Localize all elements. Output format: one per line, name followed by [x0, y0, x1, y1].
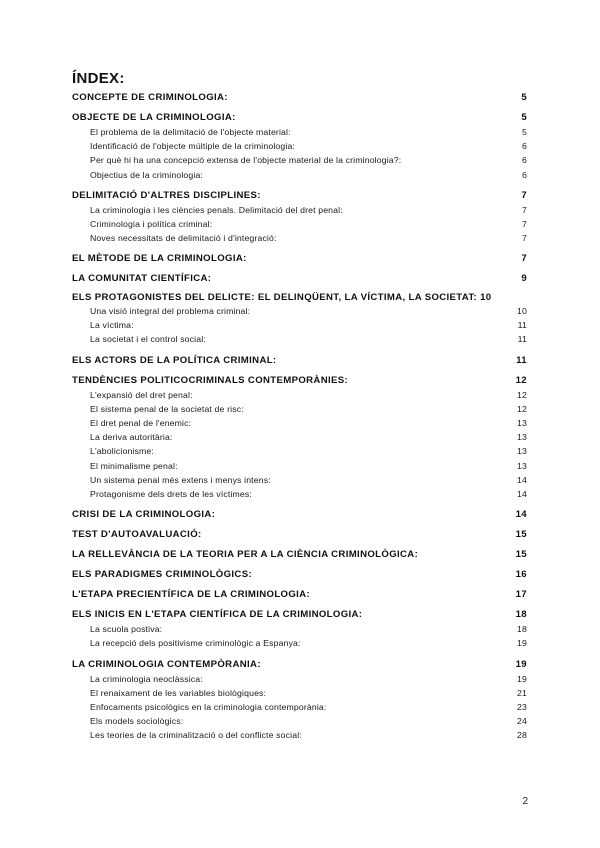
toc-entry[interactable] — [72, 125, 527, 139]
toc-heading[interactable] — [72, 569, 527, 581]
toc-entry-page: 19 — [517, 673, 527, 684]
toc-entry[interactable] — [72, 304, 527, 318]
toc-entry[interactable] — [72, 728, 527, 742]
toc-heading-title: TEST D'AUTOAVALUACIÓ: — [72, 529, 202, 541]
toc-heading-title: LA RELLEVÀNCIA DE LA TEORIA PER A LA CIÈNCIA CRIMINOLÒGICA: — [72, 549, 419, 561]
toc-entry[interactable] — [72, 416, 527, 430]
toc-entry[interactable] — [72, 714, 527, 728]
toc-entry-title: El renaixament de les variables biològiques: — [90, 687, 267, 698]
toc-section — [72, 549, 527, 561]
toc-heading[interactable] — [72, 509, 527, 521]
toc-entry[interactable] — [72, 487, 527, 501]
toc-entry[interactable] — [72, 168, 527, 182]
toc-section — [72, 92, 527, 104]
toc-heading[interactable] — [72, 609, 527, 621]
toc-heading-page: 7 — [521, 189, 527, 201]
toc-section — [72, 509, 527, 521]
toc-entry-title: Identificació de l'objecte múltiple de la criminologia: — [90, 141, 295, 152]
toc-entry-title: La criminologia i les ciències penals. Delimitació del dret penal: — [90, 204, 343, 215]
toc-entry-page: 18 — [517, 624, 527, 635]
toc-entry-title: El problema de la delimitació de l'objecte material: — [90, 127, 291, 137]
toc-entry[interactable] — [72, 622, 527, 636]
toc-entry-title: Una visió integral del problema criminal: — [90, 305, 251, 316]
toc-heading-title: ELS PROTAGONISTES DEL DELICTE: EL DELINQÜENT, LA VÍCTIMA, LA SOCIETAT: — [72, 292, 478, 304]
toc-entry[interactable] — [72, 444, 527, 458]
toc-heading-page: 16 — [515, 569, 527, 581]
table-of-contents — [72, 70, 527, 743]
toc-entry[interactable] — [72, 318, 527, 332]
toc-heading-title: LA COMUNITAT CIENTÍFICA: — [72, 273, 212, 285]
toc-entry-page: 6 — [522, 169, 527, 180]
toc-entry-page: 13 — [517, 417, 527, 428]
toc-heading[interactable] — [72, 375, 527, 387]
toc-section — [72, 253, 527, 265]
toc-entry-title: Noves necessitats de delimitació i d'integració: — [90, 233, 277, 244]
toc-entry-title: La deriva autoritària: — [90, 432, 173, 443]
toc-section — [72, 293, 527, 346]
toc-heading-title: DELIMITACIÓ D'ALTRES DISCIPLINES: — [72, 189, 261, 201]
toc-entry-title: Les teories de la criminalització o del conflicte social: — [90, 730, 302, 741]
toc-heading-page: 19 — [515, 658, 527, 670]
toc-entry-page: 13 — [517, 460, 527, 471]
toc-entry-title: El dret penal de l'enemic: — [90, 417, 192, 428]
toc-entry-page: 21 — [517, 687, 527, 698]
toc-entry[interactable] — [72, 402, 527, 416]
toc-section — [72, 190, 527, 246]
toc-entry-page: 11 — [517, 320, 527, 331]
toc-heading-page: 12 — [515, 374, 527, 386]
toc-entry[interactable] — [72, 388, 527, 402]
toc-entry[interactable] — [72, 203, 527, 217]
toc-heading-page: 17 — [515, 589, 527, 601]
toc-heading[interactable] — [72, 112, 527, 124]
toc-heading[interactable] — [72, 293, 527, 304]
toc-heading[interactable] — [72, 355, 527, 367]
toc-entry-title: Criminologia i política criminal: — [90, 219, 213, 230]
toc-heading-title: ELS INICIS EN L'ETAPA CIENTÍFICA DE LA CRIMINOLOGIA: — [72, 609, 363, 621]
toc-section — [72, 569, 527, 581]
page-number: 2 — [522, 796, 528, 807]
toc-heading-page: 15 — [515, 529, 527, 541]
toc-entry-page: 7 — [522, 204, 527, 215]
toc-entry-title: L'abolicionisme: — [90, 446, 154, 457]
toc-heading-page: 9 — [521, 273, 527, 285]
toc-entry[interactable] — [72, 430, 527, 444]
toc-entry[interactable] — [72, 139, 527, 153]
toc-entry-page: 13 — [517, 446, 527, 457]
toc-entry[interactable] — [72, 672, 527, 686]
toc-heading-title: TENDÈNCIES POLITICOCRIMINALS CONTEMPORÀNIES: — [72, 374, 349, 386]
toc-heading-page: 18 — [515, 609, 527, 621]
toc-entry-page: 11 — [517, 334, 527, 345]
toc-heading[interactable] — [72, 273, 527, 285]
toc-entry-title: La víctima: — [90, 320, 134, 331]
toc-section — [72, 589, 527, 601]
toc-heading-page: 10 — [480, 292, 492, 304]
toc-heading-page: 7 — [521, 253, 527, 265]
toc-entry[interactable] — [72, 636, 527, 650]
toc-entry-page: 14 — [517, 474, 527, 485]
toc-heading-title: OBJECTE DE LA CRIMINOLOGIA: — [72, 112, 236, 123]
toc-entry-page: 10 — [517, 305, 527, 316]
toc-entry-title: Per què hi ha una concepció extensa de l'objecte material de la criminologia?: — [90, 155, 402, 166]
toc-entry[interactable] — [72, 700, 527, 714]
toc-section — [72, 112, 527, 182]
toc-heading-title: ELS ACTORS DE LA POLÍTICA CRIMINAL: — [72, 354, 277, 366]
toc-heading-title: ELS PARADIGMES CRIMINOLÒGICS: — [72, 569, 252, 581]
toc-entry-page: 13 — [517, 432, 527, 443]
toc-entry-page: 28 — [517, 730, 527, 741]
toc-entry[interactable] — [72, 153, 527, 167]
toc-entry-title: Els models sociològics: — [90, 716, 184, 727]
toc-entry-title: Un sistema penal més extens i menys intens: — [90, 474, 271, 485]
toc-entry-page: 24 — [517, 716, 527, 727]
toc-heading-title: L'ETAPA PRECIENTÍFICA DE LA CRIMINOLOGIA: — [72, 589, 310, 601]
toc-entry-page: 12 — [517, 389, 527, 400]
toc-heading[interactable] — [72, 549, 527, 561]
toc-entry-page: 6 — [522, 141, 527, 152]
toc-heading-page: 15 — [515, 549, 527, 561]
toc-entry-page: 7 — [522, 219, 527, 230]
toc-heading-page: 11 — [516, 354, 527, 366]
toc-entry-title: La recepció dels positivisme criminològic a Espanya: — [90, 638, 301, 649]
toc-entry-page: 5 — [522, 127, 527, 137]
toc-entry[interactable] — [72, 459, 527, 473]
toc-heading-title: CONCEPTE DE CRIMINOLOGIA: — [72, 92, 228, 103]
toc-section — [72, 529, 527, 541]
toc-heading[interactable] — [72, 253, 527, 265]
toc-entry-page: 7 — [522, 233, 527, 244]
toc-entry-title: El minimalisme penal: — [90, 460, 178, 471]
toc-entry-page: 23 — [517, 701, 527, 712]
toc-section — [72, 355, 527, 367]
toc-list — [72, 92, 527, 743]
toc-entry-title: La scuola postiva: — [90, 624, 163, 635]
toc-heading[interactable] — [72, 659, 527, 671]
toc-heading-title: CRISI DE LA CRIMINOLOGIA: — [72, 509, 216, 521]
toc-heading-title: LA CRIMINOLOGIA CONTEMPÒRANIA: — [72, 658, 261, 670]
toc-section — [72, 375, 527, 502]
toc-entry-title: La criminologia neoclàssica: — [90, 673, 203, 684]
toc-entry-title: El sistema penal de la societat de risc: — [90, 403, 244, 414]
toc-entry-title: Protagonisme dels drets de les víctimes: — [90, 488, 252, 499]
toc-entry-title: La societat i el control social: — [90, 334, 206, 345]
toc-heading[interactable] — [72, 589, 527, 601]
toc-entry[interactable] — [72, 231, 527, 245]
toc-heading-page: 14 — [515, 509, 527, 521]
index-title: ÍNDEX: — [72, 70, 125, 87]
toc-entry-page: 12 — [517, 403, 527, 414]
toc-section — [72, 273, 527, 285]
toc-entry-title: Objectius de la criminologia: — [90, 169, 203, 180]
toc-heading-page: 5 — [521, 112, 527, 123]
toc-heading[interactable] — [72, 92, 527, 104]
toc-entry-title: Enfocaments psicològics en la criminologia contemporània: — [90, 701, 327, 712]
toc-entry[interactable] — [72, 217, 527, 231]
toc-section — [72, 659, 527, 743]
toc-entry[interactable] — [72, 686, 527, 700]
toc-heading-page: 5 — [521, 92, 527, 103]
toc-section — [72, 609, 527, 650]
toc-heading[interactable] — [72, 190, 527, 202]
toc-heading[interactable] — [72, 529, 527, 541]
toc-entry-title: L'expansió del dret penal: — [90, 389, 193, 400]
toc-entry-page: 14 — [517, 488, 527, 499]
toc-entry[interactable] — [72, 332, 527, 346]
toc-entry-page: 6 — [522, 155, 527, 166]
toc-entry-page: 19 — [517, 638, 527, 649]
toc-entry[interactable] — [72, 473, 527, 487]
toc-heading-title: EL MÈTODE DE LA CRIMINOLOGIA: — [72, 253, 247, 265]
